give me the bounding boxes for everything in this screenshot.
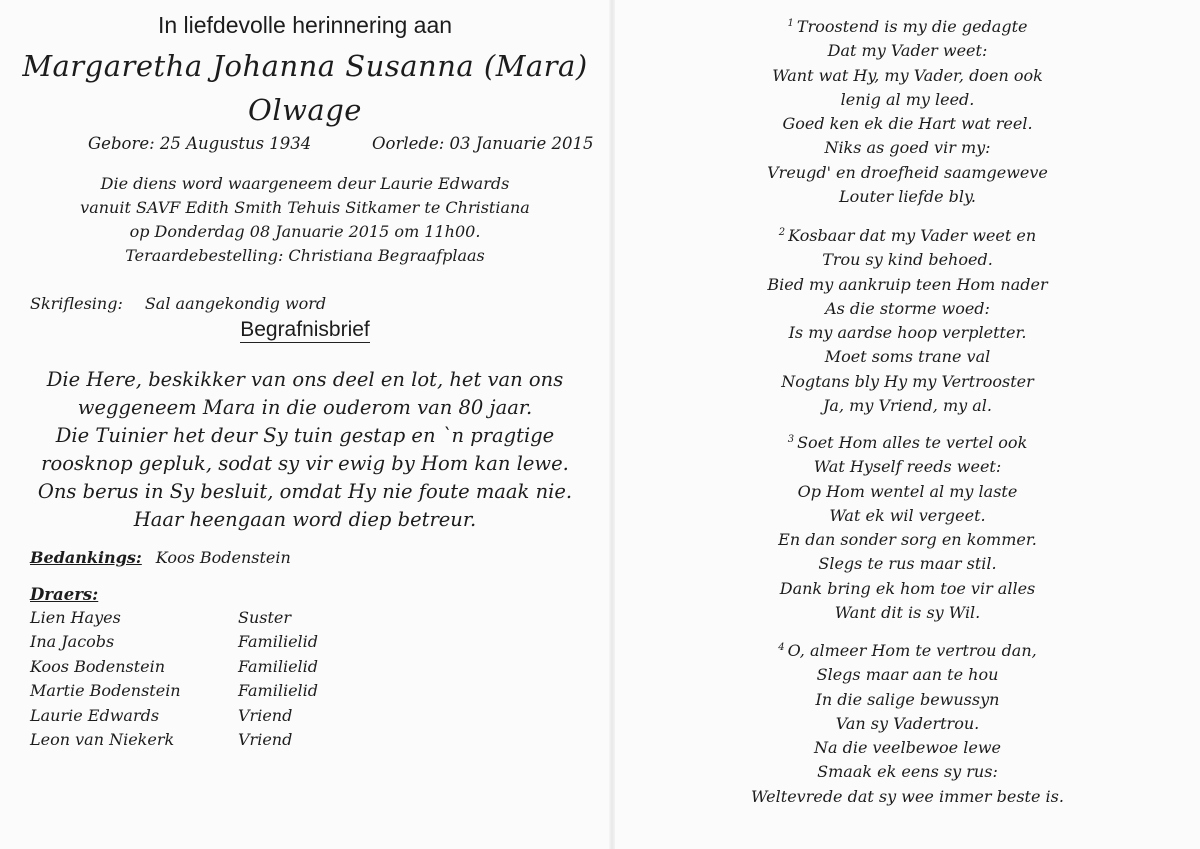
bearer-row bbox=[30, 608, 430, 632]
bearer-row bbox=[30, 706, 430, 730]
poem-line: Bied my aankruip teen Hom nader bbox=[767, 274, 1048, 294]
poem-line: Smaak ek eens sy rus: bbox=[817, 762, 998, 782]
stanza-number: 2 bbox=[778, 227, 786, 238]
poem-line: Goed ken ek die Hart wat reel. bbox=[782, 114, 1033, 134]
poem-line: lenig al my leed. bbox=[840, 89, 975, 109]
bearer-relation: Suster bbox=[238, 608, 292, 627]
stanza-number: 4 bbox=[778, 642, 785, 653]
poem-line: $^2$ Kosbaar dat my Vader weet en bbox=[778, 226, 1037, 245]
bearers-list bbox=[30, 608, 430, 754]
poem-line: Slegs te rus maar stil. bbox=[818, 554, 997, 574]
brief-title bbox=[0, 318, 610, 342]
deceased-name-line1: Margaretha Johanna Susanna (Mara) bbox=[22, 49, 588, 83]
poem-line: Is my aardse hoop verpletter. bbox=[788, 323, 1027, 343]
poem-line: Na die veelbewoe lewe bbox=[814, 738, 1001, 758]
bearer-row bbox=[30, 730, 430, 754]
poem-stanza bbox=[615, 221, 1200, 418]
poem-line: Niks as goed vir my: bbox=[824, 138, 991, 158]
reading-label: Skriflesing: bbox=[30, 294, 123, 313]
brief-line: Die Here, beskikker van ons deel en lot, het van ons bbox=[46, 368, 564, 391]
bearer-relation: Familielid bbox=[238, 681, 319, 701]
stanza-number: 3 bbox=[787, 434, 795, 445]
brief-line: roosknop gepluk, sodat sy vir ewig by Hom kan lewe. bbox=[41, 452, 569, 475]
bearer-name: Koos Bodenstein bbox=[30, 656, 166, 676]
poem-line: Vreugd' en droefheid saamgeweve bbox=[767, 162, 1048, 182]
thanks-label: Bedankings: bbox=[30, 548, 142, 567]
bearer-relation: Vriend bbox=[238, 705, 293, 725]
funeral-letter bbox=[0, 366, 610, 534]
bearer-row bbox=[30, 657, 430, 681]
poem-stanza bbox=[615, 428, 1200, 625]
bearer-relation: Familielid bbox=[238, 632, 319, 652]
bearer-name: Lien Hayes bbox=[30, 608, 121, 627]
poem-line: $^1$ Troostend is my die gedagte bbox=[787, 17, 1028, 36]
bearers-title: Draers: bbox=[30, 585, 99, 604]
service-line: op Donderdag 08 Januarie 2015 om 11h00. bbox=[129, 222, 481, 241]
poem-line: Wat ek wil vergeet. bbox=[829, 505, 986, 525]
death-date: Oorlede: 03 Januarie 2015 bbox=[372, 134, 594, 153]
poem-line: Nogtans bly Hy my Vertrooster bbox=[781, 371, 1034, 391]
poem-line: En dan sonder sorg en kommer. bbox=[778, 530, 1037, 550]
scripture-reading bbox=[30, 294, 326, 313]
thanks-value: Koos Bodenstein bbox=[155, 548, 291, 567]
poem-stanza bbox=[615, 12, 1200, 209]
service-details bbox=[0, 172, 610, 268]
bearer-row bbox=[30, 632, 430, 656]
poem-line: In die salige bewussyn bbox=[815, 689, 1000, 709]
brief-title-text: Begrafnisbrief bbox=[240, 318, 370, 341]
poem-line: Louter liefde bly. bbox=[839, 187, 976, 207]
brief-line: weggeneem Mara in die ouderom van 80 jaar. bbox=[77, 396, 533, 419]
poem-line: $^3$ Soet Hom alles te vertel ook bbox=[787, 433, 1028, 452]
bearer-relation: Vriend bbox=[238, 729, 293, 749]
poem-line: Dank bring ek hom toe vir alles bbox=[779, 578, 1036, 598]
right-page bbox=[615, 0, 1200, 849]
thanks-row bbox=[30, 548, 291, 567]
brief-line: Haar heengaan word diep betreur. bbox=[133, 508, 477, 531]
reading-value: Sal aangekondig word bbox=[144, 294, 327, 313]
bearer-name: Laurie Edwards bbox=[30, 705, 160, 725]
poem-line: Weltevrede dat sy wee immer beste is. bbox=[751, 786, 1064, 806]
poem-line: Slegs maar aan te hou bbox=[816, 665, 999, 685]
poem-line: As die storme woed: bbox=[825, 298, 990, 318]
poem-line: Want dit is sy Wil. bbox=[834, 603, 981, 623]
deceased-name-line2: Olwage bbox=[248, 93, 362, 127]
poem-line: Dat my Vader weet: bbox=[827, 41, 988, 61]
bearer-row bbox=[30, 681, 430, 705]
poem-line: $^4$ O, almeer Hom te vertrou dan, bbox=[778, 641, 1037, 660]
bearer-name: Martie Bodenstein bbox=[30, 681, 181, 701]
poem-line: Wat Hyself reeds weet: bbox=[813, 457, 1002, 477]
bearer-relation: Familielid bbox=[238, 656, 319, 676]
service-line: Die diens word waargeneem deur Laurie Edwards bbox=[100, 174, 510, 193]
poem-line: Van sy Vadertrou. bbox=[835, 713, 980, 733]
stanza-number: 1 bbox=[787, 18, 794, 29]
poem-line: Op Hom wentel al my laste bbox=[797, 481, 1018, 501]
service-line: vanuit SAVF Edith Smith Tehuis Sitkamer te Christiana bbox=[80, 198, 530, 217]
poem-stanza bbox=[615, 636, 1200, 809]
intro-heading: In liefdevolle herinnering aan bbox=[157, 12, 453, 38]
bearer-name: Leon van Niekerk bbox=[30, 729, 175, 749]
birth-date: Gebore: 25 Augustus 1934 bbox=[88, 134, 312, 153]
poem-line: Moet soms trane val bbox=[824, 347, 991, 367]
poem-line: Trou sy kind behoed. bbox=[822, 250, 993, 270]
brief-line: Ons berus in Sy besluit, omdat Hy nie foute maak nie. bbox=[37, 480, 573, 503]
brief-line: Die Tuinier het deur Sy tuin gestap en `n pragtige bbox=[55, 424, 555, 447]
poem-line: Ja, my Vriend, my al. bbox=[823, 396, 992, 416]
poem-line: Want wat Hy, my Vader, doen ook bbox=[772, 65, 1043, 85]
service-line: Teraardebestelling: Christiana Begraafplaas bbox=[125, 246, 485, 265]
bearer-name: Ina Jacobs bbox=[30, 632, 115, 652]
